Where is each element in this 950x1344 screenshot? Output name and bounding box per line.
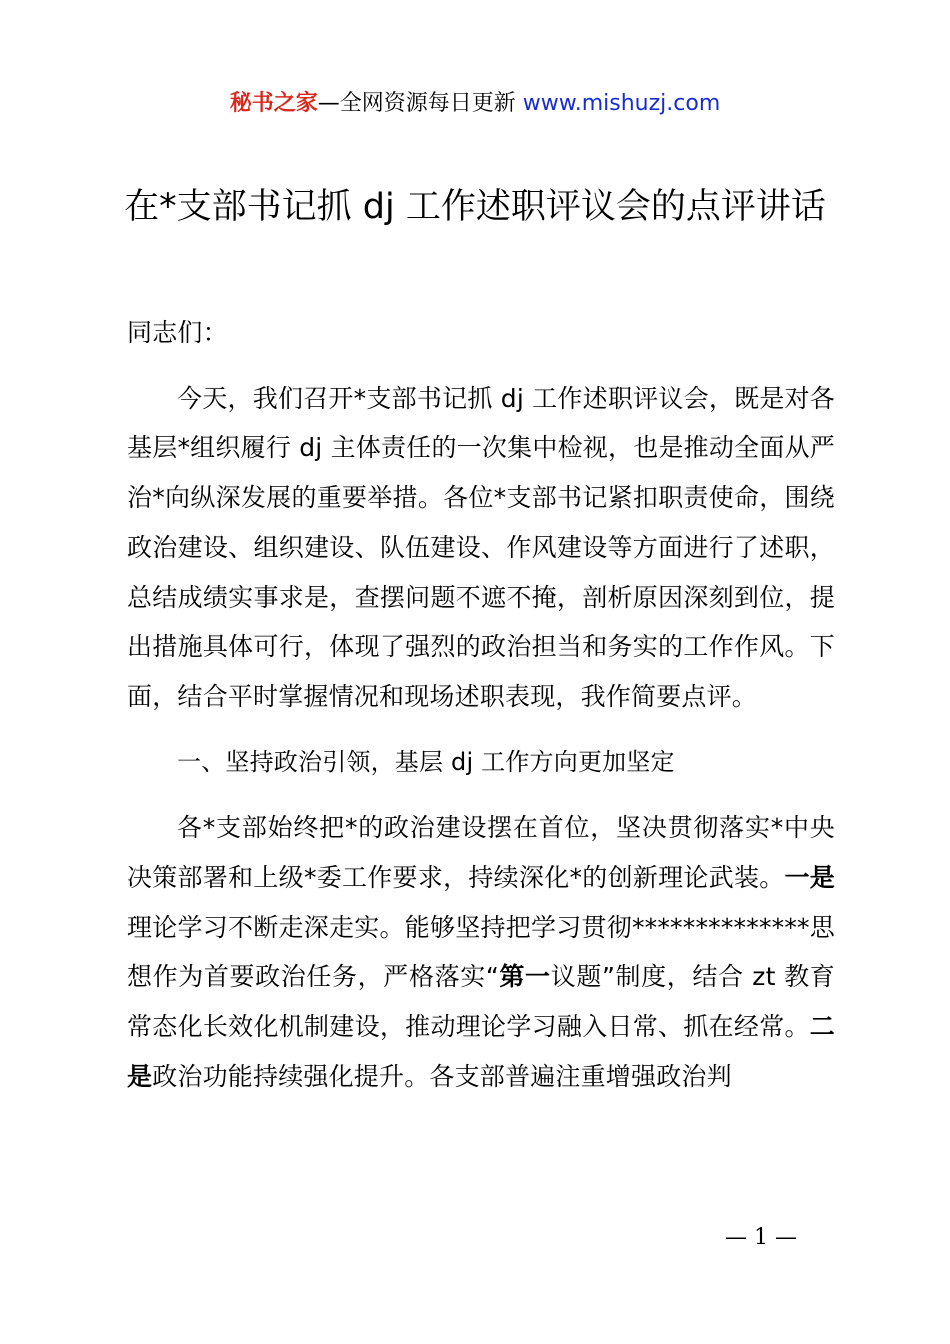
paragraph-text: 各*支部始终把*的政治建设摆在首位，坚决贯彻落实*中央决策部署和上级*委工作要求，持续深化*的创新理论武装。 bbox=[127, 813, 835, 893]
paragraph-text: 议题”制度，结合 zt 教育常态化长效化机制建设，推动理论学习融入日常、抓在经常。 bbox=[127, 962, 835, 1042]
site-brand: 秘书之家 bbox=[229, 91, 318, 116]
page-number: — 1 — bbox=[725, 1225, 797, 1250]
point-marker-one: 一是 bbox=[784, 863, 835, 893]
site-header bbox=[0, 88, 950, 120]
paragraph-text: 政治功能持续强化提升。各支部普遍注重增强政治判 bbox=[152, 1061, 732, 1091]
site-tagline: —全网资源每日更新 bbox=[317, 91, 516, 116]
point-marker-two: 二是 bbox=[127, 1012, 835, 1091]
emphasis-first: 第一 bbox=[498, 962, 551, 992]
document-title: 在*支部书记抓 dj 工作述职评议会的点评讲话 bbox=[124, 187, 826, 227]
document-body bbox=[127, 308, 835, 1102]
section-heading-1: 一、坚持政治引领，基层 dj 工作方向更加坚定 bbox=[177, 747, 675, 776]
paragraph-text: 理论学习不断走深走实。能够坚持把学习贯彻**************思想作为首要政治任务，严格落实“ bbox=[127, 912, 835, 992]
site-url-link[interactable]: www.mishuzj.com bbox=[522, 91, 721, 116]
intro-paragraph: 今天，我们召开*支部书记抓 dj 工作述职评议会，既是对各基层*组织履行 dj 主体责任的一次集中检视，也是推动全面从严治*向纵深发展的重要举措。各位*支部书记紧扣职责使命，围绕政治建设、组织建设、队伍建设、作风建设等方面进行了述职，总结成绩实事求是，查摆问题不遮不掩，剖析原因深刻到位，提出措施具体可行，体现了强烈的政治担当和务实的工作作风。下面，结合平时掌握情况和现场述职表现，我作简要点评。 bbox=[127, 383, 835, 711]
salutation: 同志们： bbox=[127, 318, 228, 347]
section-1-paragraph bbox=[127, 803, 835, 1101]
